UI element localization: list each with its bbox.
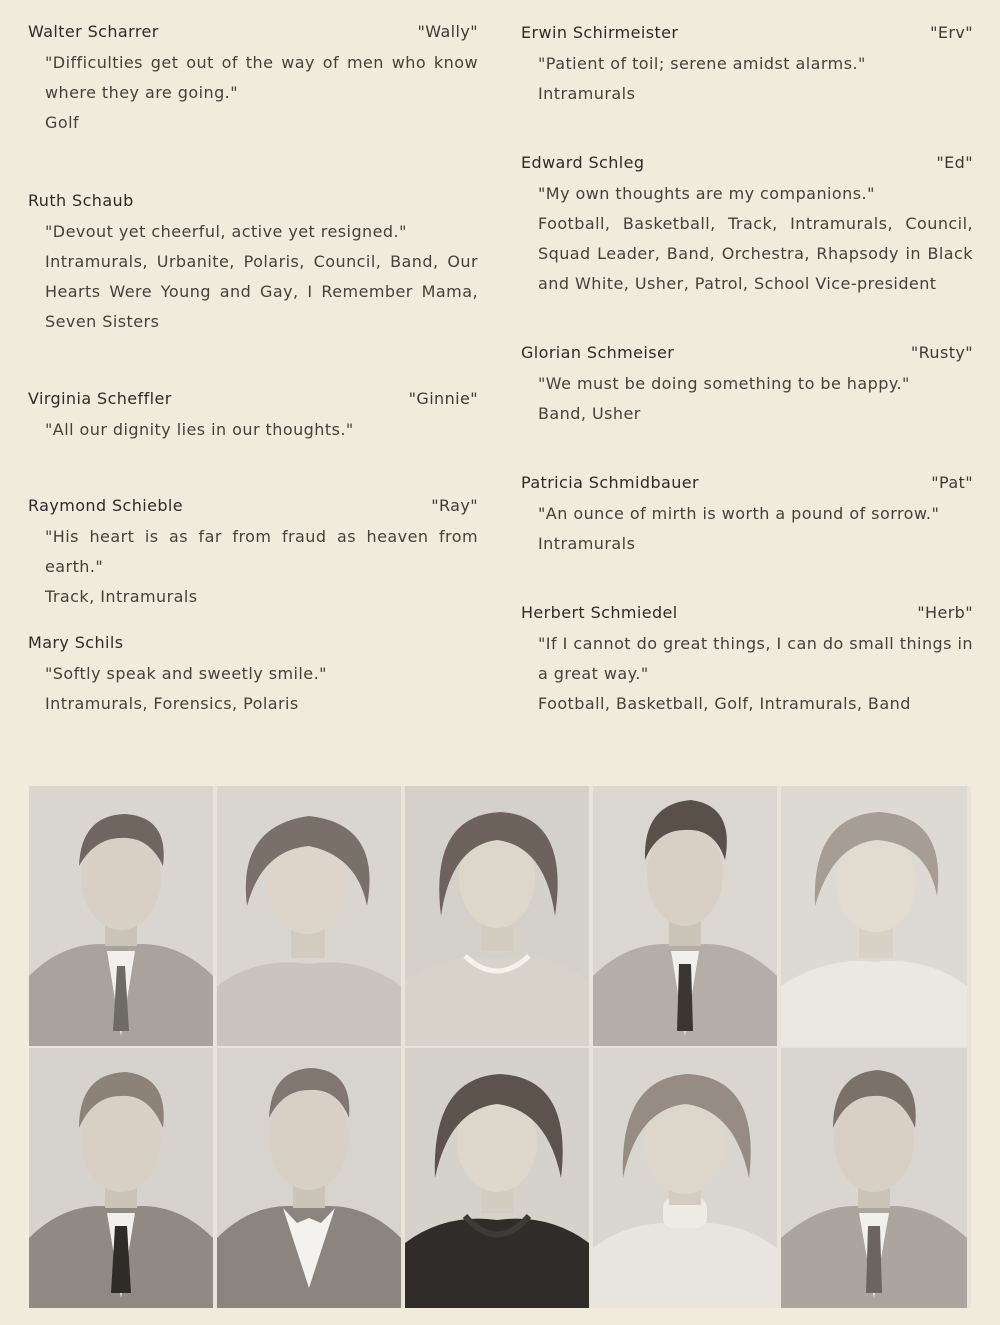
student-name: Ruth Schaub <box>28 191 134 210</box>
portrait-photo <box>29 786 213 1046</box>
activities: Football, Basketball, Golf, Intramurals, Band <box>538 694 911 713</box>
senior-quote: "My own thoughts are my companions." <box>538 184 875 203</box>
activities: Intramurals <box>538 84 636 103</box>
nickname: "Erv" <box>930 23 973 42</box>
portrait-photo <box>781 786 967 1046</box>
senior-entry <box>28 389 478 445</box>
female-portrait-image <box>593 1048 777 1308</box>
student-name: Walter Scharrer <box>28 22 159 41</box>
senior-entry <box>521 473 973 559</box>
portrait-photo <box>217 1048 401 1308</box>
senior-quote: "If I cannot do great things, I can do small things in a great way." <box>538 634 973 683</box>
student-name: Mary Schils <box>28 633 124 652</box>
senior-quote: "His heart is as far from fraud as heaven from earth." <box>45 527 478 576</box>
senior-entry <box>28 191 478 337</box>
male-portrait-image <box>781 1048 967 1308</box>
activities: Intramurals, Urbanite, Polaris, Council, Band, Our Hearts Were Young and Gay, I Remember Mama, Seven Sisters <box>45 252 478 331</box>
female-portrait-image <box>217 786 401 1046</box>
activities: Band, Usher <box>538 404 641 423</box>
nickname: "Ginnie" <box>408 389 478 408</box>
female-portrait-image <box>781 786 967 1046</box>
senior-entry <box>28 633 478 719</box>
senior-entry <box>521 343 973 429</box>
activities: Track, Intramurals <box>45 587 198 606</box>
senior-entry <box>521 603 973 719</box>
male-portrait-image <box>29 1048 213 1308</box>
male-portrait-image <box>217 1048 401 1308</box>
senior-quote: "Softly speak and sweetly smile." <box>45 664 327 683</box>
senior-quote: "Devout yet cheerful, active yet resigned." <box>45 222 407 241</box>
student-name: Erwin Schirmeister <box>521 23 679 42</box>
nickname: "Wally" <box>417 22 478 41</box>
portrait-photo <box>405 786 589 1046</box>
female-portrait-image <box>405 786 589 1046</box>
portrait-photo <box>593 1048 777 1308</box>
portrait-photo <box>781 1048 967 1308</box>
senior-quote: "Patient of toil; serene amidst alarms." <box>538 54 866 73</box>
nickname: "Ed" <box>936 153 973 172</box>
senior-entry <box>521 153 973 299</box>
nickname: "Ray" <box>431 496 478 515</box>
senior-entry <box>28 496 478 612</box>
nickname: "Herb" <box>917 603 973 622</box>
nickname: "Pat" <box>931 473 973 492</box>
male-portrait-image <box>593 786 777 1046</box>
portrait-grid <box>29 786 971 1308</box>
senior-quote: "An ounce of mirth is worth a pound of sorrow." <box>538 504 940 523</box>
nickname: "Rusty" <box>910 343 973 362</box>
student-name: Glorian Schmeiser <box>521 343 675 362</box>
portrait-photo <box>593 786 777 1046</box>
activities: Football, Basketball, Track, Intramurals, Council, Squad Leader, Band, Orchestra, Rhapsody in Black and White, Usher, Patrol, School Vice-president <box>538 214 973 293</box>
student-name: Herbert Schmiedel <box>521 603 678 622</box>
senior-quote: "Difficulties get out of the way of men who know where they are going." <box>45 53 478 102</box>
male-portrait-image <box>29 786 213 1046</box>
student-name: Patricia Schmidbauer <box>521 473 699 492</box>
activities: Intramurals <box>538 534 636 553</box>
senior-entry <box>28 22 478 138</box>
senior-quote: "We must be doing something to be happy." <box>538 374 910 393</box>
student-name: Edward Schleg <box>521 153 645 172</box>
activities: Golf <box>45 113 80 132</box>
portrait-photo <box>405 1048 589 1308</box>
student-name: Raymond Schieble <box>28 496 184 515</box>
portrait-photo <box>29 1048 213 1308</box>
activities: Intramurals, Forensics, Polaris <box>45 694 299 713</box>
senior-entry <box>521 23 973 109</box>
portrait-photo <box>217 786 401 1046</box>
senior-quote: "All our dignity lies in our thoughts." <box>45 420 354 439</box>
female-portrait-image <box>405 1048 589 1308</box>
student-name: Virginia Scheffler <box>28 389 172 408</box>
